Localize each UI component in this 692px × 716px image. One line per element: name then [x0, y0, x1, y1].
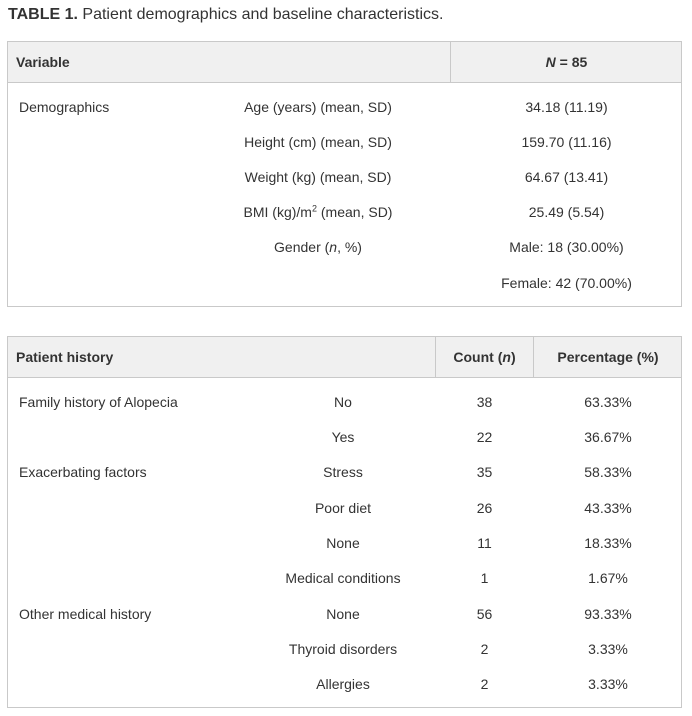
- row-value: Female: 42 (70.00%): [501, 275, 632, 291]
- row-count: 1: [480, 570, 489, 586]
- row-label: Height (cm) (mean, SD): [244, 134, 392, 150]
- row-count: 38: [476, 394, 493, 410]
- row-percentage: 3.33%: [588, 676, 628, 692]
- demographics-table: [7, 41, 682, 307]
- row-percentage: 18.33%: [584, 535, 632, 551]
- row-label: Weight (kg) (mean, SD): [244, 169, 392, 185]
- row-item: Stress: [323, 464, 363, 480]
- row-value: 25.49 (5.54): [528, 204, 605, 220]
- row-percentage: 1.67%: [588, 570, 628, 586]
- row-value: 159.70 (11.16): [521, 134, 612, 150]
- row-value: 64.67 (13.41): [524, 169, 609, 185]
- row-label-gender: Gender (n, %): [274, 239, 362, 255]
- row-label: [218, 273, 418, 293]
- header-count: Count (n): [453, 349, 516, 365]
- row-item: None: [326, 606, 360, 622]
- row-item: Thyroid disorders: [288, 641, 398, 657]
- table-caption: [8, 4, 443, 26]
- row-value: 34.18 (11.19): [525, 99, 608, 115]
- row-count: 22: [476, 429, 493, 445]
- row-item: No: [334, 394, 352, 410]
- row-count: 11: [477, 535, 492, 551]
- row-percentage: 58.33%: [584, 464, 632, 480]
- row-item: None: [326, 535, 360, 551]
- row-percentage: 36.67%: [584, 429, 632, 445]
- demographics-header: [8, 42, 681, 83]
- row-item: Medical conditions: [285, 570, 401, 586]
- row-percentage: 3.33%: [588, 641, 628, 657]
- row-label: Age (years) (mean, SD): [244, 99, 392, 115]
- row-label-bmi: BMI $(kg)/m^2$ (mean, SD): [243, 203, 393, 220]
- row-count: 2: [480, 676, 489, 692]
- row-value: Male: 18 (30.00%): [509, 239, 624, 255]
- patient-history-table: [7, 336, 682, 708]
- row-count: 56: [476, 606, 493, 622]
- row-percentage: 63.33%: [584, 394, 632, 410]
- row-count: 26: [476, 500, 493, 516]
- row-item: Yes: [331, 429, 355, 445]
- caption-text: Patient demographics and baseline characteristics.: [82, 6, 444, 23]
- row-count: 2: [480, 641, 489, 657]
- row-group: Other medical history: [19, 606, 152, 622]
- header-variable: Variable: [16, 54, 70, 70]
- header-percentage: Percentage (%): [557, 349, 659, 365]
- row-item: Poor diet: [314, 500, 372, 516]
- history-header: [8, 337, 681, 378]
- group-demographics: Demographics: [19, 99, 110, 115]
- row-count: 35: [476, 464, 493, 480]
- row-percentage: 43.33%: [584, 500, 632, 516]
- row-item: Allergies: [316, 676, 370, 692]
- header-patient-history: Patient history: [16, 349, 114, 365]
- caption-label: TABLE 1.: [8, 6, 78, 23]
- row-group: Family history of Alopecia: [19, 394, 178, 410]
- header-sample-size: N = 85: [545, 54, 588, 70]
- row-group: Exacerbating factors: [19, 464, 147, 480]
- row-percentage: 93.33%: [584, 606, 632, 622]
